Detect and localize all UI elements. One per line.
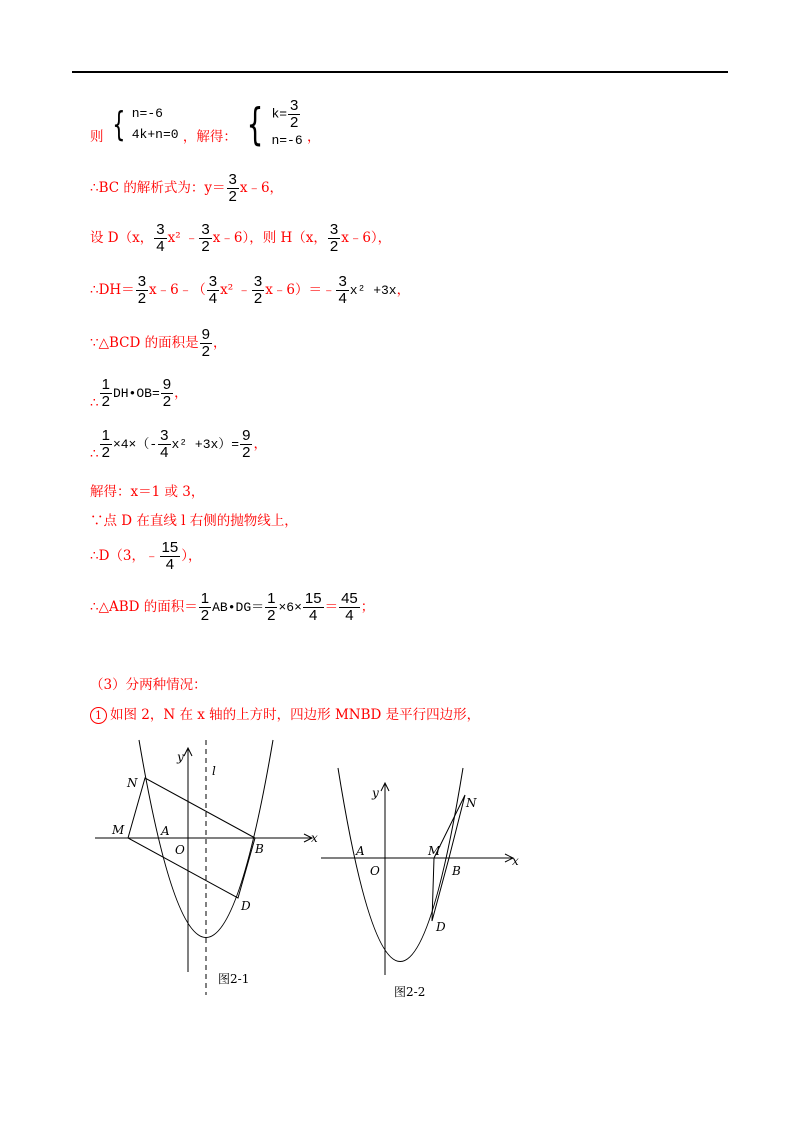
text: ∴ bbox=[90, 394, 99, 411]
fraction-denominator: 2 bbox=[101, 392, 110, 410]
fraction bbox=[227, 172, 239, 205]
text: x﹣6）， bbox=[341, 229, 392, 246]
fraction-denominator: 4 bbox=[208, 289, 218, 307]
text: x² +3x bbox=[349, 282, 397, 298]
fraction-denominator: 2 bbox=[329, 237, 339, 255]
fraction bbox=[240, 428, 252, 461]
label-y: y bbox=[372, 786, 379, 800]
system-1 bbox=[132, 104, 179, 146]
fraction-numerator: 1 bbox=[101, 376, 110, 393]
fraction-denominator: 2 bbox=[201, 342, 210, 360]
fraction-numerator: 3 bbox=[228, 171, 237, 188]
fraction-denominator: 2 bbox=[267, 606, 276, 624]
circled-number: 1 bbox=[90, 707, 107, 724]
figure-2-2 bbox=[318, 765, 523, 1005]
fraction-denominator: 2 bbox=[228, 187, 237, 205]
text: DH•OB= bbox=[112, 385, 160, 401]
fraction-denominator: 2 bbox=[162, 392, 172, 410]
fraction-numerator: 3 bbox=[290, 97, 299, 114]
label-o: O bbox=[175, 843, 185, 857]
fraction bbox=[154, 222, 166, 255]
fraction-denominator: 4 bbox=[303, 607, 324, 624]
label-l: l bbox=[212, 764, 216, 778]
fraction-numerator: 3 bbox=[253, 273, 263, 290]
text: ∴D（3，﹣ bbox=[90, 547, 159, 564]
label-d: D bbox=[241, 899, 251, 913]
fraction-numerator: 1 bbox=[200, 590, 210, 607]
text: x² ﹣ bbox=[167, 229, 199, 246]
brace-right: { bbox=[246, 98, 264, 150]
fraction bbox=[252, 274, 264, 307]
fraction-numerator: 1 bbox=[267, 590, 276, 607]
header-rule bbox=[72, 71, 728, 73]
text: ×6× bbox=[278, 599, 302, 615]
fraction-numerator: 9 bbox=[242, 427, 251, 444]
text-comma: ， bbox=[306, 128, 321, 145]
fraction-denominator: 2 bbox=[201, 237, 210, 255]
text: x﹣6）＝﹣ bbox=[265, 281, 336, 298]
fraction-numerator: 15 bbox=[161, 539, 179, 556]
fraction-numerator: 3 bbox=[338, 273, 347, 290]
text: ； bbox=[360, 598, 375, 615]
fraction bbox=[100, 377, 112, 410]
fraction bbox=[303, 591, 324, 624]
fraction-denominator: 4 bbox=[156, 237, 165, 255]
fraction-numerator: 9 bbox=[201, 326, 210, 343]
fraction-denominator: 2 bbox=[137, 289, 147, 307]
text: x﹣6），则 H（x， bbox=[212, 229, 327, 246]
fraction bbox=[199, 222, 211, 255]
system-2-k: k= bbox=[271, 106, 288, 122]
fraction bbox=[288, 98, 300, 131]
label-b: B bbox=[452, 864, 461, 878]
line-dh bbox=[90, 274, 410, 307]
text: ∴DH＝ bbox=[90, 281, 135, 298]
text: AB•DG＝ bbox=[212, 599, 265, 615]
fraction bbox=[158, 428, 170, 461]
text: ∵△BCD 的面积是 bbox=[90, 334, 199, 351]
text: x² +3x）= bbox=[171, 436, 240, 452]
fraction-denominator: 2 bbox=[290, 113, 299, 131]
fraction bbox=[200, 327, 212, 360]
line-half-dh bbox=[90, 377, 188, 410]
text: x﹣6， bbox=[239, 179, 284, 196]
system-1-eq1: n=-6 bbox=[131, 105, 163, 121]
text: ∴△ABD 的面积＝ bbox=[90, 598, 198, 615]
label-a: A bbox=[161, 824, 170, 838]
label-a: A bbox=[356, 844, 365, 858]
text: ， bbox=[174, 384, 188, 401]
fraction-denominator: 2 bbox=[242, 443, 251, 461]
text: ×4×（- bbox=[112, 436, 158, 452]
system-1-eq2: 4k+n=0 bbox=[131, 126, 179, 142]
figure-2-1 bbox=[90, 735, 330, 1000]
line-case-heading: （3）分两种情况： bbox=[90, 677, 207, 693]
fraction-numerator: 15 bbox=[304, 590, 322, 607]
label-d: D bbox=[436, 920, 446, 934]
fraction-denominator: 2 bbox=[200, 606, 210, 624]
fraction bbox=[328, 222, 340, 255]
label-m: M bbox=[428, 844, 441, 858]
line-solution: 解得：x＝1 或 3， bbox=[90, 484, 205, 500]
fraction-numerator: 3 bbox=[329, 221, 339, 238]
text-solve: ，解得： bbox=[182, 128, 237, 145]
line-d-coords bbox=[90, 540, 201, 573]
brace-left: { bbox=[112, 104, 126, 145]
text: 设 D（x， bbox=[90, 229, 154, 246]
line-system bbox=[90, 98, 320, 151]
text: ∴BC 的解析式为：y＝ bbox=[90, 179, 226, 196]
caption-2-1: 图2-1 bbox=[218, 972, 250, 986]
line-area-abd bbox=[90, 591, 374, 624]
system-2-n: n=-6 bbox=[271, 132, 303, 148]
fraction bbox=[207, 274, 219, 307]
fraction bbox=[199, 591, 211, 624]
line-equation bbox=[90, 428, 267, 461]
text-then: 则 bbox=[90, 128, 104, 145]
fraction bbox=[265, 591, 277, 624]
fraction-numerator: 3 bbox=[137, 273, 147, 290]
fraction bbox=[136, 274, 148, 307]
label-b: B bbox=[255, 842, 264, 856]
fraction-denominator: 4 bbox=[339, 607, 360, 624]
label-m: M bbox=[112, 823, 125, 837]
text: 如图 2，N 在 x 轴的上方时，四边形 MNBD 是平行四边形， bbox=[110, 707, 481, 723]
fraction-numerator: 3 bbox=[201, 221, 210, 238]
text: x﹣6﹣（ bbox=[149, 281, 206, 298]
fraction-denominator: 2 bbox=[101, 443, 110, 461]
fraction-denominator: 2 bbox=[253, 289, 263, 307]
fraction-numerator: 9 bbox=[162, 376, 172, 393]
text: ∴ bbox=[90, 445, 99, 462]
fraction-numerator: 3 bbox=[156, 221, 165, 238]
fraction bbox=[339, 591, 360, 624]
fraction-numerator: 3 bbox=[208, 273, 218, 290]
fraction-denominator: 4 bbox=[338, 289, 347, 307]
fraction bbox=[160, 540, 181, 573]
label-n: N bbox=[127, 776, 138, 790]
fraction-numerator: 45 bbox=[341, 590, 358, 607]
text: ）， bbox=[181, 547, 202, 564]
label-x: x bbox=[512, 854, 519, 868]
text: x² ﹣ bbox=[220, 281, 251, 298]
text: ＝ bbox=[324, 598, 339, 615]
label-o: O bbox=[370, 864, 380, 878]
caption-2-2: 图2-2 bbox=[394, 985, 426, 999]
fraction bbox=[100, 428, 112, 461]
label-x: x bbox=[311, 831, 318, 845]
system-2 bbox=[271, 98, 302, 151]
text: ， bbox=[212, 334, 227, 351]
fraction-numerator: 1 bbox=[101, 427, 110, 444]
line-point-d: ∵点 D 在直线 l 右侧的抛物线上， bbox=[90, 513, 298, 529]
fraction bbox=[161, 377, 173, 410]
text: ， bbox=[253, 435, 267, 452]
line-area-bcd bbox=[90, 327, 226, 360]
line-set-d bbox=[90, 222, 391, 255]
line-case-1 bbox=[90, 703, 480, 724]
label-n: N bbox=[466, 796, 477, 810]
fraction-denominator: 4 bbox=[160, 443, 169, 461]
text: ， bbox=[396, 281, 411, 298]
label-y: y bbox=[177, 750, 184, 764]
fraction-denominator: 4 bbox=[160, 556, 181, 573]
fraction bbox=[336, 274, 348, 307]
line-bc-expression bbox=[90, 172, 283, 205]
fraction-numerator: 3 bbox=[160, 427, 169, 444]
